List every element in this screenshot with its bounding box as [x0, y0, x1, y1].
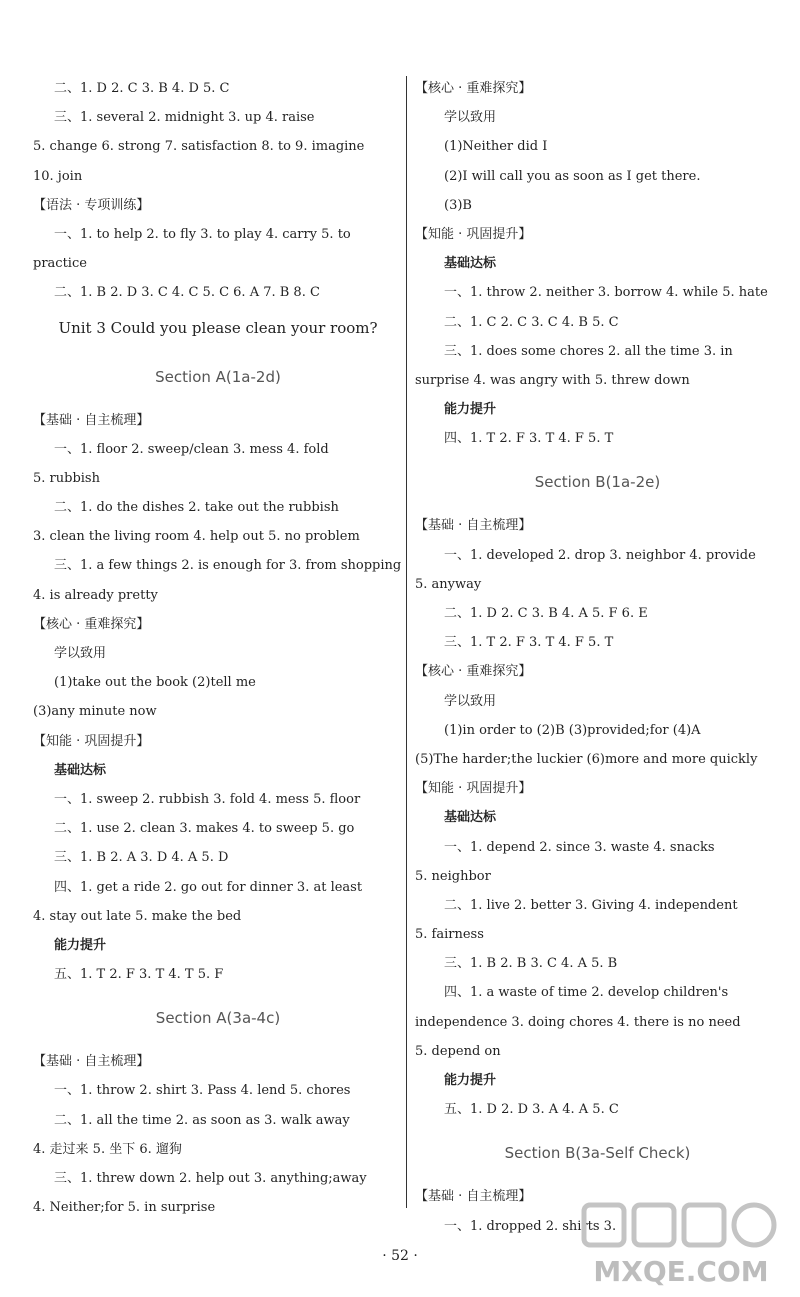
- answer-line: (1)in order to (2)B (3)provided;for (4)A: [444, 722, 701, 738]
- section-title: Section B(3a-Self Check): [504, 1144, 691, 1163]
- heading-core: 【核心 · 重难探究】: [415, 81, 532, 96]
- subheading: 能力提升: [444, 402, 497, 418]
- answer-line: 五、1. T 2. F 3. T 4. T 5. F: [54, 967, 224, 983]
- answer-line: 三、1. B 2. A 3. D 4. A 5. D: [54, 850, 229, 866]
- answer-line: 5. depend on: [415, 1043, 501, 1059]
- answer-line: (3)B: [444, 197, 472, 213]
- column-divider: [406, 76, 407, 1208]
- answer-line: 4. is already pretty: [33, 587, 158, 603]
- section-title: Section A(3a-4c): [155, 1009, 281, 1028]
- answer-line: 四、1. a waste of time 2. develop children's: [444, 985, 729, 1001]
- answer-line: 二、1. do the dishes 2. take out the rubbish: [54, 500, 339, 516]
- answer-line: 二、1. D 2. C 3. B 4. A 5. F 6. E: [444, 606, 648, 621]
- answer-line: 二、1. live 2. better 3. Giving 4. independent: [444, 897, 738, 913]
- answer-line: 三、1. threw down 2. help out 3. anything;away: [54, 1171, 367, 1186]
- answer-line: 一、1. throw 2. shirt 3. Pass 4. lend 5. chores: [54, 1083, 351, 1099]
- answer-line: 一、1. depend 2. since 3. waste 4. snacks: [444, 839, 715, 855]
- watermark-text: MXQE.COM: [593, 1255, 769, 1288]
- subheading: 学以致用: [444, 110, 497, 126]
- answer-line: 一、1. to help 2. to fly 3. to play 4. carry 5. to: [54, 226, 351, 242]
- heading-basics: 【基础 · 自主梳理】: [415, 518, 532, 534]
- heading-grammar: 【语法 · 专项训练】: [33, 197, 150, 213]
- subheading: 学以致用: [444, 693, 497, 709]
- subheading: 能力提升: [444, 1073, 497, 1088]
- subheading: 基础达标: [54, 762, 107, 778]
- answer-line: (1)Neither did I: [444, 139, 548, 155]
- page-number: · 52 ·: [382, 1248, 418, 1264]
- answer-line: practice: [33, 256, 87, 272]
- answer-line: 一、1. dropped 2. shirts 3.: [444, 1218, 617, 1234]
- answer-line: 5. neighbor: [415, 868, 491, 884]
- answer-line: 4. stay out late 5. make the bed: [33, 908, 242, 924]
- answer-line: 二、1. C 2. C 3. C 4. B 5. C: [444, 314, 619, 330]
- answer-line: 5. change 6. strong 7. satisfaction 8. to 9. imagine: [33, 139, 365, 155]
- left-column: [33, 74, 403, 1222]
- answer-line: 三、1. does some chores 2. all the time 3. in: [444, 343, 733, 359]
- heading-basics: 【基础 · 自主梳理】: [33, 1054, 150, 1070]
- answer-line: 二、1. use 2. clean 3. makes 4. to sweep 5. go: [54, 821, 355, 837]
- answer-line: 三、1. several 2. midnight 3. up 4. raise: [54, 110, 315, 126]
- answer-line: 一、1. floor 2. sweep/clean 3. mess 4. fold: [54, 441, 329, 457]
- answer-line: surprise 4. was angry with 5. threw down: [415, 372, 690, 388]
- heading-knowledge: 【知能 · 巩固提升】: [415, 226, 532, 242]
- watermark-logo: [576, 1201, 786, 1289]
- answer-line: independence 3. doing chores 4. there is no need: [415, 1014, 741, 1030]
- answer-line: 3. clean the living room 4. help out 5. no problem: [33, 529, 360, 545]
- section-title: Section B(1a-2e): [534, 473, 661, 492]
- answer-line: 四、1. get a ride 2. go out for dinner 3. at least: [54, 879, 363, 895]
- answer-line: (1)take out the book (2)tell me: [54, 675, 256, 691]
- answer-line: 二、1. D 2. C 3. B 4. D 5. C: [54, 81, 230, 96]
- heading-basics: 【基础 · 自主梳理】: [33, 412, 150, 428]
- subheading: 基础达标: [444, 256, 497, 272]
- answer-line: 五、1. D 2. D 3. A 4. A 5. C: [444, 1102, 619, 1118]
- answer-line: 三、1. a few things 2. is enough for 3. from shopping: [54, 558, 402, 574]
- answer-line: 5. fairness: [415, 927, 484, 943]
- heading-core: 【核心 · 重难探究】: [33, 616, 150, 632]
- answer-line: 四、1. T 2. F 3. T 4. F 5. T: [444, 431, 614, 447]
- answer-line: (5)The harder;the luckier (6)more and more quickly: [415, 751, 758, 767]
- answer-line: 5. rubbish: [33, 470, 100, 486]
- answer-line: 10. join: [33, 168, 83, 184]
- answer-line: 一、1. sweep 2. rubbish 3. fold 4. mess 5. floor: [54, 791, 361, 807]
- heading-basics: 【基础 · 自主梳理】: [415, 1189, 532, 1205]
- answer-line: 三、1. B 2. B 3. C 4. A 5. B: [444, 956, 618, 972]
- answer-line: 二、1. B 2. D 3. C 4. C 5. C 6. A 7. B 8. C: [54, 285, 320, 301]
- unit-title: Unit 3 Could you please clean your room?: [58, 318, 378, 337]
- heading-knowledge: 【知能 · 巩固提升】: [415, 781, 532, 797]
- answer-line: 二、1. all the time 2. as soon as 3. walk away: [54, 1112, 350, 1128]
- subheading: 基础达标: [444, 810, 497, 826]
- answer-line: 一、1. developed 2. drop 3. neighbor 4. provide: [444, 547, 756, 563]
- answer-line: (3)any minute now: [33, 704, 157, 720]
- answer-line: 4. 走过来 5. 坐下 6. 遛狗: [33, 1141, 182, 1157]
- section-title: Section A(1a-2d): [155, 367, 281, 386]
- answer-line: 4. Neither;for 5. in surprise: [33, 1200, 216, 1216]
- answer-line: 三、1. T 2. F 3. T 4. F 5. T: [444, 635, 614, 651]
- answer-line: 5. anyway: [415, 576, 482, 592]
- subheading: 学以致用: [54, 646, 107, 661]
- heading-core: 【核心 · 重难探究】: [415, 664, 532, 680]
- heading-knowledge: 【知能 · 巩固提升】: [33, 733, 150, 749]
- answer-line: (2)I will call you as soon as I get there.: [444, 168, 701, 184]
- subheading: 能力提升: [54, 937, 107, 953]
- answer-line: 一、1. throw 2. neither 3. borrow 4. while 5. hate: [444, 285, 768, 301]
- right-column: [415, 74, 780, 1241]
